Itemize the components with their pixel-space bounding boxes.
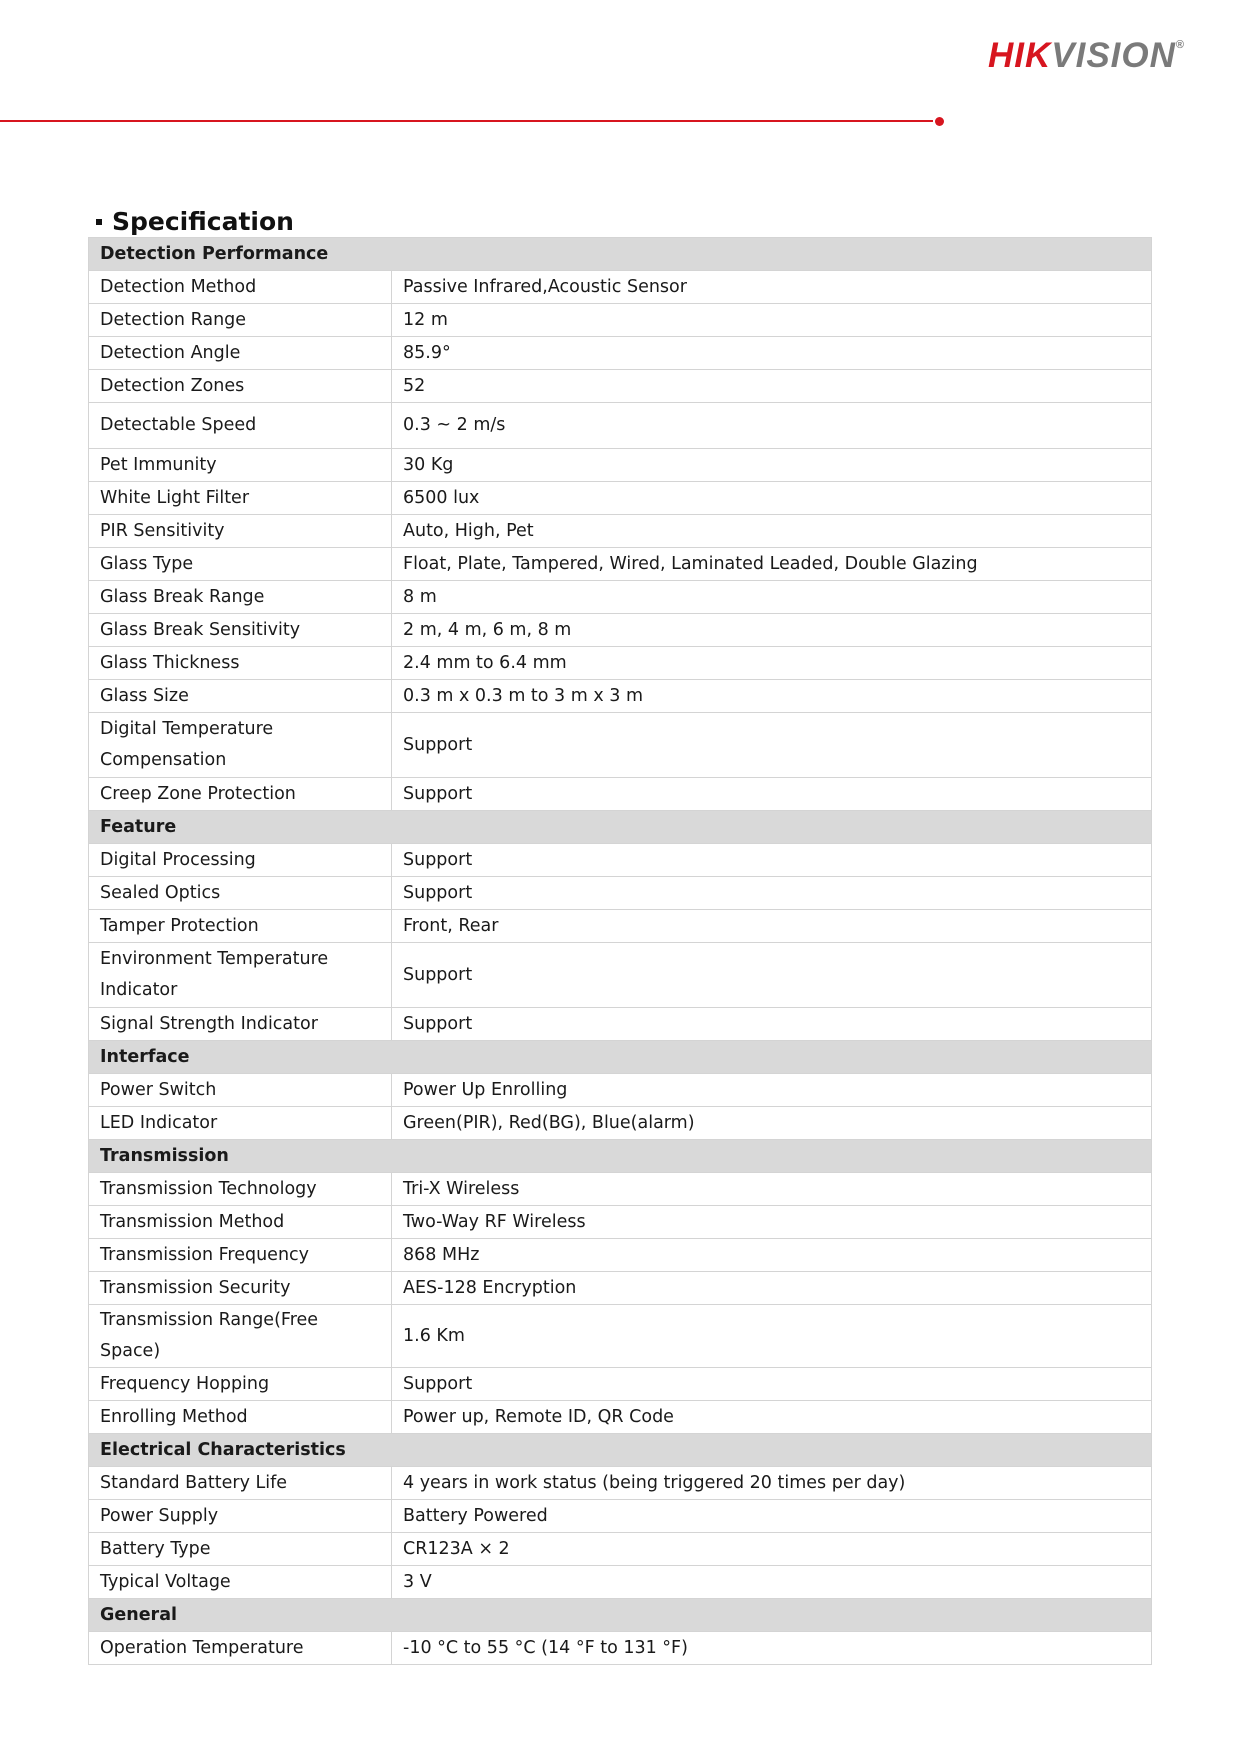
spec-key: Sealed Optics [89,877,392,910]
spec-row [89,403,1152,449]
spec-row [89,1239,1152,1272]
section-bullet-icon [96,219,102,225]
logo-vision: VISION [1051,36,1176,75]
spec-row [89,304,1152,337]
group-title: Electrical Characteristics [89,1434,1152,1467]
spec-row [89,337,1152,370]
spec-key: Detectable Speed [89,403,392,449]
spec-key: Detection Angle [89,337,392,370]
specification-table [88,237,1152,1665]
spec-key: Transmission Range(Free Space) [89,1305,392,1368]
spec-row [89,1305,1152,1368]
spec-key: Typical Voltage [89,1566,392,1599]
spec-value: 4 years in work status (being triggered 20 times per day) [392,1467,1152,1500]
spec-row [89,515,1152,548]
spec-row [89,548,1152,581]
spec-row [89,1500,1152,1533]
spec-key: Signal Strength Indicator [89,1008,392,1041]
spec-value: Front, Rear [392,910,1152,943]
spec-value: Support [392,778,1152,811]
spec-value: 2.4 mm to 6.4 mm [392,647,1152,680]
spec-key: Glass Break Range [89,581,392,614]
spec-key: Glass Size [89,680,392,713]
group-header-row [89,811,1152,844]
spec-value: 12 m [392,304,1152,337]
spec-row [89,1008,1152,1041]
group-header-row [89,238,1152,271]
spec-key: Tamper Protection [89,910,392,943]
spec-value: Two-Way RF Wireless [392,1206,1152,1239]
spec-value: Battery Powered [392,1500,1152,1533]
spec-key: Power Switch [89,1074,392,1107]
spec-value: Power Up Enrolling [392,1074,1152,1107]
spec-key: Transmission Method [89,1206,392,1239]
spec-value: Tri-X Wireless [392,1173,1152,1206]
spec-value: -10 °C to 55 °C (14 °F to 131 °F) [392,1632,1152,1665]
spec-key: Environment Temperature Indicator [89,943,392,1008]
group-header-row [89,1434,1152,1467]
spec-key: Transmission Security [89,1272,392,1305]
spec-key: Frequency Hopping [89,1368,392,1401]
spec-key: Power Supply [89,1500,392,1533]
group-title: Feature [89,811,1152,844]
spec-value: 30 Kg [392,449,1152,482]
spec-value: AES-128 Encryption [392,1272,1152,1305]
spec-value: Support [392,713,1152,778]
spec-row [89,943,1152,1008]
spec-row [89,1173,1152,1206]
spec-key: Glass Break Sensitivity [89,614,392,647]
spec-value: 868 MHz [392,1239,1152,1272]
spec-value: 85.9° [392,337,1152,370]
spec-row [89,1566,1152,1599]
section-title [96,205,294,239]
spec-value: Support [392,877,1152,910]
header-rule [0,120,933,122]
spec-row [89,1206,1152,1239]
spec-row [89,1401,1152,1434]
spec-key: Standard Battery Life [89,1467,392,1500]
logo-hik: HIK [987,36,1052,75]
spec-key: Detection Range [89,304,392,337]
spec-value: CR123A × 2 [392,1533,1152,1566]
spec-value: 6500 lux [392,482,1152,515]
spec-value: 52 [392,370,1152,403]
spec-row [89,1074,1152,1107]
spec-key: Detection Method [89,271,392,304]
hikvision-logo [988,38,1185,73]
section-title-text: Specification [112,207,294,236]
spec-row [89,1107,1152,1140]
spec-row [89,680,1152,713]
spec-row [89,449,1152,482]
spec-row [89,614,1152,647]
spec-row [89,713,1152,778]
spec-row [89,581,1152,614]
spec-key: Battery Type [89,1533,392,1566]
spec-value: 0.3 ~ 2 m/s [392,403,1152,449]
spec-value: Support [392,1008,1152,1041]
spec-row [89,647,1152,680]
group-title: Detection Performance [89,238,1152,271]
spec-key: Transmission Technology [89,1173,392,1206]
group-header-row [89,1140,1152,1173]
spec-value: 2 m, 4 m, 6 m, 8 m [392,614,1152,647]
spec-row [89,271,1152,304]
spec-key: Enrolling Method [89,1401,392,1434]
group-header-row [89,1041,1152,1074]
spec-value: 3 V [392,1566,1152,1599]
spec-key: Transmission Frequency [89,1239,392,1272]
spec-row [89,778,1152,811]
logo-registered-mark: ® [1175,39,1185,51]
spec-key: LED Indicator [89,1107,392,1140]
spec-row [89,1368,1152,1401]
group-title: Transmission [89,1140,1152,1173]
spec-key: Creep Zone Protection [89,778,392,811]
spec-row [89,482,1152,515]
spec-row [89,370,1152,403]
group-header-row [89,1599,1152,1632]
group-title: General [89,1599,1152,1632]
spec-value: Auto, High, Pet [392,515,1152,548]
spec-value: Power up, Remote ID, QR Code [392,1401,1152,1434]
spec-key: Glass Type [89,548,392,581]
spec-value: Support [392,844,1152,877]
spec-value: 1.6 Km [392,1305,1152,1368]
spec-key: Glass Thickness [89,647,392,680]
header-dot [935,117,944,126]
spec-key: Pet Immunity [89,449,392,482]
spec-row [89,844,1152,877]
spec-key: Operation Temperature [89,1632,392,1665]
spec-value: Passive Infrared,Acoustic Sensor [392,271,1152,304]
spec-key: Digital Processing [89,844,392,877]
spec-row [89,910,1152,943]
group-title: Interface [89,1041,1152,1074]
spec-value: Support [392,943,1152,1008]
spec-row [89,1467,1152,1500]
spec-row [89,1272,1152,1305]
spec-key: Digital Temperature Compensation [89,713,392,778]
spec-value: 0.3 m x 0.3 m to 3 m x 3 m [392,680,1152,713]
spec-value: 8 m [392,581,1152,614]
spec-row [89,877,1152,910]
spec-value: Float, Plate, Tampered, Wired, Laminated Leaded, Double Glazing [392,548,1152,581]
spec-value: Support [392,1368,1152,1401]
spec-value: Green(PIR), Red(BG), Blue(alarm) [392,1107,1152,1140]
spec-row [89,1533,1152,1566]
spec-key: Detection Zones [89,370,392,403]
spec-key: White Light Filter [89,482,392,515]
spec-row [89,1632,1152,1665]
spec-key: PIR Sensitivity [89,515,392,548]
